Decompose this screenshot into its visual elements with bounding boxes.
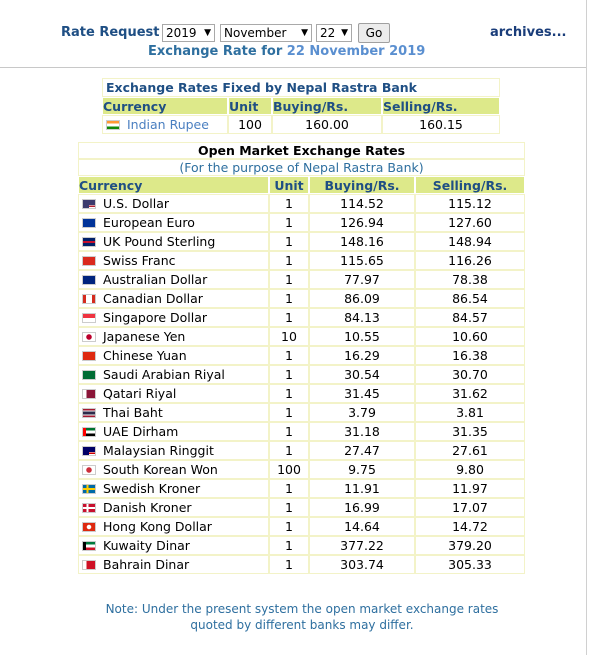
flag-singapore-icon	[82, 313, 96, 323]
buying-cell: 31.45	[310, 385, 414, 402]
unit-cell: 1	[270, 233, 308, 250]
selling-cell: 78.38	[416, 271, 524, 288]
selling-cell: 27.61	[416, 442, 524, 459]
buying-cell: 303.74	[310, 556, 414, 573]
rates-note	[60, 601, 544, 633]
rate-request-bar	[0, 0, 586, 68]
buying-cell: 9.75	[310, 461, 414, 478]
currency-name: UK Pound Sterling	[103, 234, 216, 249]
unit-cell: 1	[270, 214, 308, 231]
buying-cell: 16.29	[310, 347, 414, 364]
flag-sweden-icon	[82, 484, 96, 494]
day-value: 22	[320, 26, 336, 40]
unit-cell: 1	[270, 366, 308, 383]
flag-hong-kong-icon	[82, 522, 96, 532]
flag-uae-icon	[82, 427, 96, 437]
currency-name: Bahrain Dinar	[103, 557, 190, 572]
table-row	[79, 518, 524, 535]
selling-cell: 305.33	[416, 556, 524, 573]
buying-cell: 30.54	[310, 366, 414, 383]
exchange-rate-for-label: Exchange Rate for	[148, 44, 283, 59]
fixed-rates-title: Exchange Rates Fixed by Nepal Rastra Bank	[103, 79, 499, 96]
table-row	[79, 366, 524, 383]
currency-name: Swiss Franc	[103, 253, 176, 268]
buying-cell: 86.09	[310, 290, 414, 307]
unit-cell: 1	[270, 537, 308, 554]
dropdown-arrow-icon: ▼	[301, 28, 308, 38]
go-button[interactable]: Go	[358, 23, 390, 43]
unit-cell: 100	[270, 461, 308, 478]
buying-cell: 31.18	[310, 423, 414, 440]
currency-name: UAE Dirham	[103, 424, 179, 439]
table-row	[79, 309, 524, 326]
table-row	[79, 271, 524, 288]
unit-cell: 1	[270, 347, 308, 364]
exchange-rate-for-heading	[148, 44, 425, 59]
selling-cell: 379.20	[416, 537, 524, 554]
unit-cell: 1	[270, 290, 308, 307]
buying-cell: 148.16	[310, 233, 414, 250]
currency-name: U.S. Dollar	[103, 196, 170, 211]
note-line-2: quoted by different banks may differ.	[190, 618, 414, 632]
flag-china-icon	[82, 351, 96, 361]
selling-cell: 31.35	[416, 423, 524, 440]
unit-cell: 100	[229, 116, 271, 133]
table-row	[79, 499, 524, 516]
selling-cell: 17.07	[416, 499, 524, 516]
buying-cell: 160.00	[273, 116, 381, 133]
selling-cell: 127.60	[416, 214, 524, 231]
dropdown-arrow-icon: ▼	[341, 28, 348, 38]
currency-name: Thai Baht	[103, 405, 163, 420]
table-row	[79, 385, 524, 402]
buying-cell: 84.13	[310, 309, 414, 326]
currency-name: Australian Dollar	[103, 272, 208, 287]
selling-cell: 115.12	[416, 195, 524, 212]
buying-cell: 11.91	[310, 480, 414, 497]
flag-usa-icon	[82, 199, 96, 209]
flag-switzerland-icon	[82, 256, 96, 266]
selling-cell: 10.60	[416, 328, 524, 345]
table-row	[79, 404, 524, 421]
flag-canada-icon	[82, 294, 96, 304]
selling-cell: 30.70	[416, 366, 524, 383]
currency-name: Kuwaity Dinar	[103, 538, 190, 553]
unit-cell: 1	[270, 480, 308, 497]
open-market-subtitle: (For the purpose of Nepal Rastra Bank)	[79, 160, 524, 175]
rate-request-label: Rate Request	[61, 25, 160, 40]
month-select[interactable]	[220, 24, 312, 42]
column-header-currency: Currency	[103, 98, 227, 114]
currency-name: Swedish Kroner	[103, 481, 201, 496]
year-select[interactable]	[162, 24, 215, 42]
buying-cell: 126.94	[310, 214, 414, 231]
selling-cell: 84.57	[416, 309, 524, 326]
buying-cell: 377.22	[310, 537, 414, 554]
open-market-table	[77, 141, 526, 575]
unit-cell: 10	[270, 328, 308, 345]
page-divider	[586, 0, 587, 655]
table-row	[79, 214, 524, 231]
column-header-selling: Selling/Rs.	[383, 98, 499, 114]
table-row	[79, 423, 524, 440]
buying-cell: 10.55	[310, 328, 414, 345]
buying-cell: 115.65	[310, 252, 414, 269]
column-header-buying: Buying/Rs.	[310, 177, 414, 193]
flag-thailand-icon	[82, 408, 96, 418]
table-row	[79, 233, 524, 250]
currency-name: Singapore Dollar	[103, 310, 208, 325]
exchange-rate-date: 22 November 2019	[286, 44, 426, 59]
table-row	[79, 195, 524, 212]
unit-cell: 1	[270, 195, 308, 212]
selling-cell: 86.54	[416, 290, 524, 307]
selling-cell: 16.38	[416, 347, 524, 364]
day-select[interactable]	[316, 24, 352, 42]
flag-qatar-icon	[82, 389, 96, 399]
unit-cell: 1	[270, 309, 308, 326]
flag-south-korea-icon	[82, 465, 96, 475]
currency-name: Indian Rupee	[127, 117, 209, 132]
selling-cell: 116.26	[416, 252, 524, 269]
flag-eu-icon	[82, 218, 96, 228]
unit-cell: 1	[270, 385, 308, 402]
selling-cell: 11.97	[416, 480, 524, 497]
currency-name: Canadian Dollar	[103, 291, 203, 306]
flag-denmark-icon	[82, 503, 96, 513]
year-value: 2019	[166, 26, 197, 40]
month-value: November	[224, 26, 287, 40]
currency-name: Chinese Yuan	[103, 348, 187, 363]
buying-cell: 16.99	[310, 499, 414, 516]
flag-kuwait-icon	[82, 541, 96, 551]
table-row	[79, 442, 524, 459]
currency-name: Malaysian Ringgit	[103, 443, 214, 458]
flag-bahrain-icon	[82, 560, 96, 570]
unit-cell: 1	[270, 423, 308, 440]
unit-cell: 1	[270, 499, 308, 516]
buying-cell: 114.52	[310, 195, 414, 212]
unit-cell: 1	[270, 271, 308, 288]
archives-link[interactable]: archives...	[490, 25, 567, 40]
unit-cell: 1	[270, 518, 308, 535]
table-row	[79, 347, 524, 364]
flag-india-icon	[106, 120, 120, 130]
selling-cell: 160.15	[383, 116, 499, 133]
column-header-buying: Buying/Rs.	[273, 98, 381, 114]
currency-name: South Korean Won	[103, 462, 218, 477]
table-row	[79, 556, 524, 573]
selling-cell: 148.94	[416, 233, 524, 250]
currency-name: Danish Kroner	[103, 500, 192, 515]
currency-name: European Euro	[103, 215, 195, 230]
flag-uk-icon	[82, 237, 96, 247]
unit-cell: 1	[270, 556, 308, 573]
buying-cell: 14.64	[310, 518, 414, 535]
currency-name: Qatari Riyal	[103, 386, 177, 401]
table-row	[79, 328, 524, 345]
currency-name: Japanese Yen	[103, 329, 186, 344]
dropdown-arrow-icon: ▼	[204, 28, 211, 38]
flag-australia-icon	[82, 275, 96, 285]
buying-cell: 77.97	[310, 271, 414, 288]
buying-cell: 3.79	[310, 404, 414, 421]
table-row	[103, 116, 499, 133]
open-market-title: Open Market Exchange Rates	[79, 143, 524, 158]
table-row	[79, 537, 524, 554]
flag-saudi-arabia-icon	[82, 370, 96, 380]
unit-cell: 1	[270, 442, 308, 459]
unit-cell: 1	[270, 252, 308, 269]
column-header-selling: Selling/Rs.	[416, 177, 524, 193]
table-row	[79, 290, 524, 307]
column-header-currency: Currency	[79, 177, 268, 193]
column-header-unit: Unit	[270, 177, 308, 193]
selling-cell: 31.62	[416, 385, 524, 402]
table-row	[79, 480, 524, 497]
note-line-1: Note: Under the present system the open market exchange rates	[105, 602, 499, 616]
buying-cell: 27.47	[310, 442, 414, 459]
currency-name: Saudi Arabian Riyal	[103, 367, 225, 382]
table-row	[79, 252, 524, 269]
flag-japan-icon	[82, 332, 96, 342]
column-header-unit: Unit	[229, 98, 271, 114]
flag-malaysia-icon	[82, 446, 96, 456]
currency-name: Hong Kong Dollar	[103, 519, 212, 534]
selling-cell: 14.72	[416, 518, 524, 535]
unit-cell: 1	[270, 404, 308, 421]
fixed-rates-table	[101, 77, 501, 135]
table-row	[79, 461, 524, 478]
selling-cell: 9.80	[416, 461, 524, 478]
selling-cell: 3.81	[416, 404, 524, 421]
